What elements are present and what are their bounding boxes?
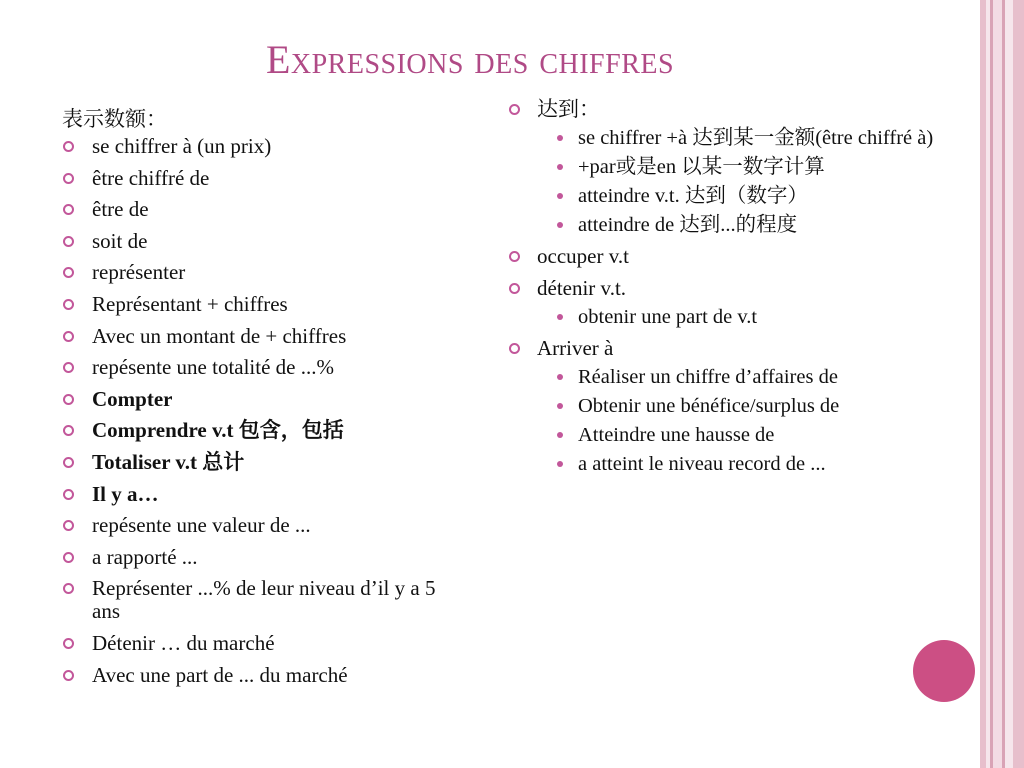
- dot-bullet-icon: [557, 193, 563, 199]
- list-item: Représenter ...% de leur niveau d’il y a 5 ans: [62, 577, 462, 623]
- ring-bullet-icon: [509, 343, 520, 354]
- decor-circle: [913, 640, 975, 702]
- ring-bullet-icon: [63, 236, 74, 247]
- sub-list: [549, 366, 948, 475]
- ring-bullet-icon: [63, 204, 74, 215]
- list-item: repésente une valeur de ...: [62, 514, 462, 537]
- list-item: se chiffrer à (un prix): [62, 135, 462, 158]
- ring-bullet-icon: [63, 331, 74, 342]
- list-item: représenter: [62, 261, 462, 284]
- sub-list-item: obtenir une part de v.t: [549, 306, 948, 328]
- ring-bullet-icon: [63, 583, 74, 594]
- ring-bullet-icon: [63, 552, 74, 563]
- ring-bullet-icon: [63, 362, 74, 373]
- dot-bullet-icon: [557, 461, 563, 467]
- list-item: Arriver à Réaliser un chiffre d’affaires de Obtenir une bénéfice/surplus de Atteindre une hausse de a atteint le niveau record de ...: [508, 337, 948, 475]
- sub-list-item: Obtenir une bénéfice/surplus de: [549, 395, 948, 417]
- sub-list-item: atteindre de 达到...的程度: [549, 214, 948, 236]
- right-list: [508, 98, 948, 475]
- decor-stripe: [1005, 0, 1013, 768]
- ring-bullet-icon: [63, 520, 74, 531]
- sub-list-item: Réaliser un chiffre d’affaires de: [549, 366, 948, 388]
- list-item: Détenir … du marché: [62, 632, 462, 655]
- ring-bullet-icon: [63, 638, 74, 649]
- list-item: Il y a…: [62, 483, 462, 506]
- sub-list-item: se chiffrer +à 达到某一金额(être chiffré à): [549, 127, 948, 149]
- ring-bullet-icon: [63, 299, 74, 310]
- ring-bullet-icon: [509, 251, 520, 262]
- decor-stripe: [993, 0, 1002, 768]
- list-item: soit de: [62, 230, 462, 253]
- sub-list-item: atteindre v.t. 达到（数字）: [549, 185, 948, 207]
- page-title: Expressions des chiffres: [265, 37, 675, 82]
- dot-bullet-icon: [557, 403, 563, 409]
- ring-bullet-icon: [509, 104, 520, 115]
- sub-list: [549, 306, 948, 328]
- list-item: Totaliser v.t 总计: [62, 451, 462, 474]
- sub-list: [549, 127, 948, 236]
- list-item: Comprendre v.t 包含，包括: [62, 419, 462, 442]
- list-item: 达到： se chiffrer +à 达到某一金额(être chiffré à) +par或是en 以某一数字计算 atteindre v.t. 达到（数字） atteindre de 达到...的程度: [508, 98, 948, 236]
- right-column: [508, 98, 948, 484]
- sub-list-item: +par或是en 以某一数字计算: [549, 156, 948, 178]
- dot-bullet-icon: [557, 374, 563, 380]
- list-item: Compter: [62, 388, 462, 411]
- list-item: repésente une totalité de ...%: [62, 356, 462, 379]
- list-item: être chiffré de: [62, 167, 462, 190]
- ring-bullet-icon: [63, 173, 74, 184]
- list-item: Représentant + chiffres: [62, 293, 462, 316]
- ring-bullet-icon: [63, 670, 74, 681]
- ring-bullet-icon: [63, 394, 74, 405]
- dot-bullet-icon: [557, 164, 563, 170]
- ring-bullet-icon: [63, 267, 74, 278]
- list-item: occuper v.t: [508, 245, 948, 268]
- sub-list-item: a atteint le niveau record de ...: [549, 453, 948, 475]
- list-item: Avec un montant de + chiffres: [62, 325, 462, 348]
- left-list: [62, 135, 462, 687]
- left-heading: 表示数额：: [62, 107, 167, 131]
- list-item: être de: [62, 198, 462, 221]
- ring-bullet-icon: [509, 283, 520, 294]
- list-item: a rapporté ...: [62, 546, 462, 569]
- dot-bullet-icon: [557, 314, 563, 320]
- ring-bullet-icon: [63, 425, 74, 436]
- dot-bullet-icon: [557, 432, 563, 438]
- sub-list-item: Atteindre une hausse de: [549, 424, 948, 446]
- ring-bullet-icon: [63, 141, 74, 152]
- decor-stripe: [1013, 0, 1024, 768]
- list-item: détenir v.t. obtenir une part de v.t: [508, 277, 948, 328]
- list-item: Avec une part de ... du marché: [62, 664, 462, 687]
- left-column: [62, 104, 462, 695]
- ring-bullet-icon: [63, 489, 74, 500]
- dot-bullet-icon: [557, 222, 563, 228]
- ring-bullet-icon: [63, 457, 74, 468]
- dot-bullet-icon: [557, 135, 563, 141]
